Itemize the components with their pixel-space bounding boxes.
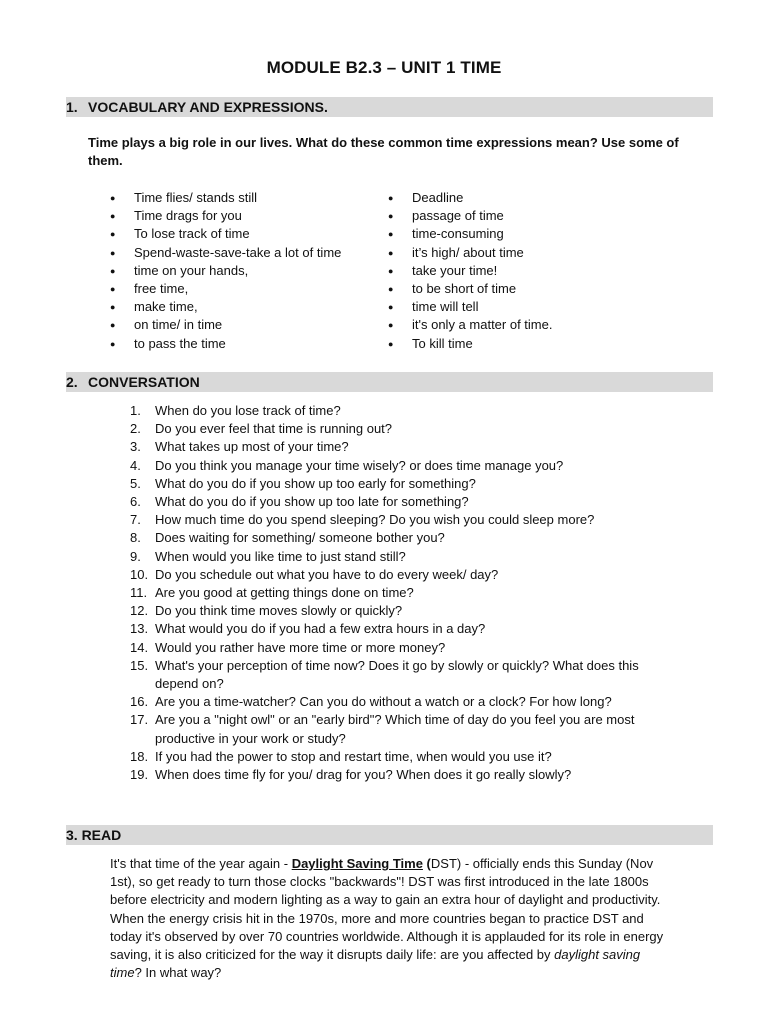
reading-paren: ( [422, 856, 431, 871]
question-number: 13. [130, 621, 149, 637]
section-1-intro: Time plays a big role in our lives. What do these common time expressions mean? Use some of them. [88, 135, 679, 168]
question-item [130, 420, 670, 438]
question-item [130, 493, 670, 511]
expressions-list-right [388, 189, 552, 353]
expression-item: ● it’s high/ about time [388, 244, 552, 262]
conversation-questions [130, 402, 670, 784]
question-item [130, 766, 670, 784]
question-text: If you had the power to stop and restart time, when would you use it? [155, 748, 552, 764]
question-number: 3. [130, 439, 141, 455]
reading-text-end: ? In what way? [134, 965, 222, 981]
question-text: What do you do if you show up too late for something? [155, 494, 469, 510]
question-text: Do you ever feel that time is running out? [155, 421, 393, 437]
question-item [130, 657, 670, 693]
reading-text-start: It's that time of the year again - [110, 856, 292, 871]
question-text: What's your perception of time now? Does it go by slowly or quickly? What does this depend on? [155, 657, 639, 692]
question-item [130, 402, 670, 420]
expression-item: ● time on your hands, [110, 262, 341, 280]
question-text: Do you schedule out what you have to do every week/ day? [155, 566, 499, 582]
section-3-header [66, 825, 713, 845]
section-2-number: 2. [66, 374, 78, 390]
question-item [130, 457, 670, 475]
question-number: 16. [130, 694, 149, 710]
question-number: 8. [130, 530, 141, 546]
expression-item: ● take your time! [388, 262, 552, 280]
question-text: Do you think time moves slowly or quickly? [155, 603, 403, 619]
expression-item: ● to be short of time [388, 280, 552, 298]
expression-item: ● on time/ in time [110, 316, 341, 334]
question-item [130, 639, 670, 657]
question-number: 1. [130, 403, 141, 418]
question-item [130, 693, 670, 711]
question-text: Are you good at getting things done on time? [155, 585, 414, 601]
question-item [130, 511, 670, 529]
reading-text-middle: DST) - officially ends this Sunday (Nov 1st), so get ready to turn those clocks "backwards"! DST was first introduced in the late 1800s before electricity and modern lighting as a way to gain an extra hour of daylight and productivity. When the energy crisis hit in the 1970s, more and more countries began to practice DST and today it's observed by over 70 countries worldwide. Although it is applauded for its role in energy saving, it is also criticized for the way it disrupts daily life: are you affected by [110, 856, 664, 963]
question-number: 15. [130, 657, 149, 673]
question-text: Are you a "night owl" or an "early bird"? Which time of day do you feel you are most productive in your work or study? [155, 712, 635, 746]
question-item [130, 711, 670, 747]
question-item [130, 748, 670, 766]
reading-emphasis: daylight saving time [110, 947, 641, 981]
expression-item: ● Time flies/ stands still [110, 189, 341, 207]
expression-item: ● time will tell [388, 298, 552, 316]
question-item [130, 438, 670, 456]
question-text: When do you lose track of time? [155, 403, 341, 418]
question-number: 12. [130, 603, 149, 619]
section-3-heading: 3. READ [66, 827, 122, 843]
question-number: 6. [130, 494, 141, 510]
question-number: 19. [130, 767, 149, 783]
question-text: Does waiting for something/ someone bother you? [155, 530, 445, 546]
question-number: 14. [130, 639, 149, 655]
dst-link[interactable]: Daylight Saving Time [291, 856, 423, 871]
expressions-list-left [110, 189, 341, 353]
expression-item: ● To lose track of time [110, 225, 341, 243]
question-number: 10. [130, 566, 149, 582]
question-text: When does time fly for you/ drag for you? When does it go really slowly? [155, 767, 572, 783]
question-item [130, 529, 670, 547]
expression-item: ● Deadline [388, 189, 552, 207]
question-text: What do you do if you show up too early for something? [155, 475, 476, 491]
question-number: 2. [130, 421, 141, 437]
question-text: How much time do you spend sleeping? Do you wish you could sleep more? [155, 512, 595, 528]
question-text: Would you rather have more time or more money? [155, 639, 446, 655]
question-number: 9. [130, 548, 141, 564]
question-text: Are you a time-watcher? Can you do without a watch or a clock? For how long? [155, 694, 612, 710]
section-1-number: 1. [66, 99, 78, 115]
question-text: Do you think you manage your time wisely? or does time manage you? [155, 457, 564, 473]
section-1-heading: VOCABULARY AND EXPRESSIONS. [88, 99, 328, 115]
reading-paragraph [110, 855, 670, 982]
question-text: What takes up most of your time? [155, 439, 349, 455]
page-title: MODULE B2.3 – UNIT 1 TIME [266, 58, 502, 77]
question-item [130, 548, 670, 566]
question-item [130, 584, 670, 602]
expression-item: ● passage of time [388, 207, 552, 225]
expression-item: ● it's only a matter of time. [388, 316, 552, 334]
question-number: 5. [130, 475, 141, 491]
expression-item: ● Time drags for you [110, 207, 341, 225]
question-text: When would you like time to just stand still? [155, 548, 406, 564]
question-item [130, 620, 670, 638]
expression-item: ● time-consuming [388, 225, 552, 243]
question-number: 11. [130, 585, 148, 601]
question-number: 7. [130, 512, 141, 528]
expression-item: ● to pass the time [110, 335, 341, 353]
question-item [130, 566, 670, 584]
question-item [130, 602, 670, 620]
expression-item: ● free time, [110, 280, 341, 298]
question-number: 4. [130, 457, 141, 473]
question-number: 17. [130, 712, 149, 728]
question-number: 18. [130, 748, 149, 764]
expression-item: ● Spend-waste-save-take a lot of time [110, 244, 341, 262]
question-item [130, 475, 670, 493]
section-2-heading: CONVERSATION [88, 374, 200, 390]
expression-item: ● To kill time [388, 335, 552, 353]
section-1-header [66, 97, 713, 117]
expression-item: ● make time, [110, 298, 341, 316]
question-text: What would you do if you had a few extra hours in a day? [155, 621, 486, 637]
section-2-header [66, 372, 713, 392]
